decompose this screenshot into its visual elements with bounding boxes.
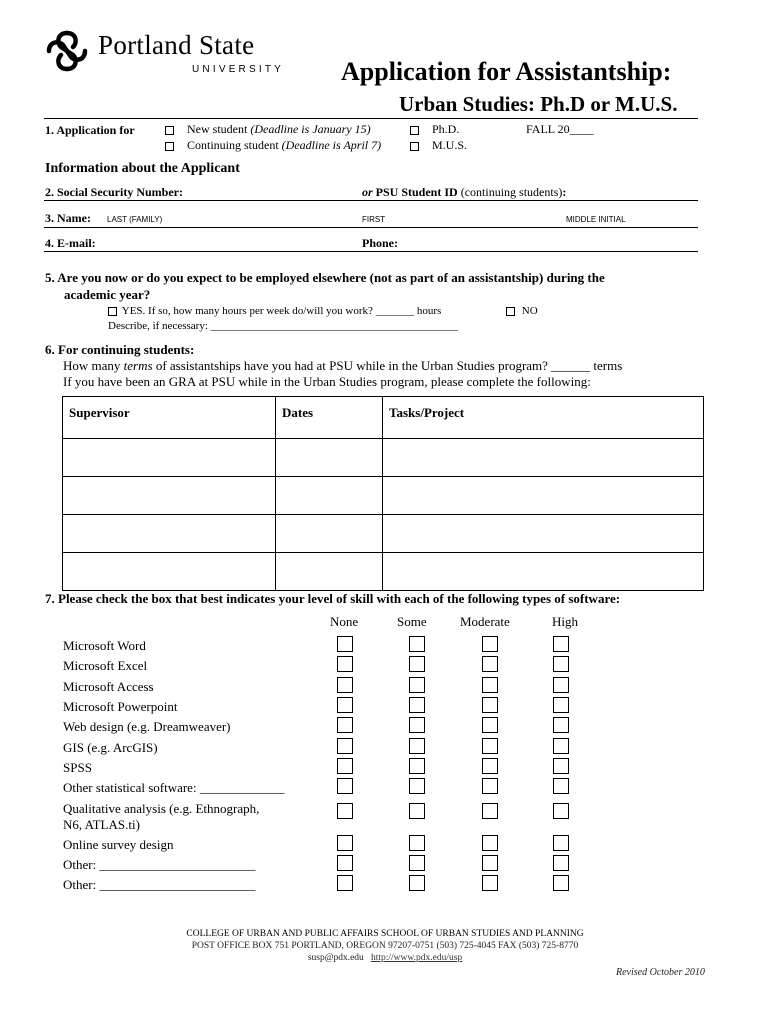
revised-date: Revised October 2010 [616,967,705,978]
software-item-label: Other statistical software: _____________ [63,780,285,795]
yes-label: YES. If so, how many hours per week do/will you work? _______ hours [121,305,442,317]
ssn-label: 2. Social Security Number: [45,185,183,199]
skill-checkbox-none[interactable] [337,758,353,774]
skill-checkbox-high[interactable] [553,835,569,851]
col-tasks: Tasks/Project [383,397,704,439]
skill-checkbox-none[interactable] [337,778,353,794]
psu-logo-icon [44,28,90,74]
name-line[interactable] [44,227,698,228]
table-cell[interactable] [383,477,704,515]
name-label: 3. Name: [45,211,91,225]
yes-checkbox[interactable] [108,307,117,316]
skill-checkbox-some[interactable] [409,677,425,693]
q6-line2: If you have been an GRA at PSU while in the Urban Studies program, please complete the following: [63,374,591,389]
cont-deadline: (Deadline is April 7) [281,138,382,152]
q5-question: 5. Are you now or do you expect to be employed elsewhere (not as part of an assistantship) during the [45,270,605,285]
skill-checkbox-moderate[interactable] [482,855,498,871]
skill-checkbox-none[interactable] [337,803,353,819]
table-cell[interactable] [276,515,383,553]
skill-checkbox-moderate[interactable] [482,835,498,851]
skill-checkbox-moderate[interactable] [482,875,498,891]
psu-id-cont: (continuing students) [457,185,563,199]
software-item-label: GIS (e.g. ArcGIS) [63,740,158,755]
skill-checkbox-moderate[interactable] [482,778,498,794]
skill-checkbox-moderate[interactable] [482,636,498,652]
fall-year-field[interactable]: FALL 20____ [526,122,594,136]
new-student-option[interactable] [165,122,371,137]
skill-checkbox-high[interactable] [553,697,569,713]
skill-checkbox-moderate[interactable] [482,677,498,693]
new-student-checkbox[interactable] [165,126,174,135]
new-deadline: (Deadline is January 15) [250,122,371,136]
mus-label: M.U.S. [432,138,468,152]
email-line[interactable] [44,251,698,252]
software-item-label: Microsoft Excel [63,658,148,673]
skill-checkbox-none[interactable] [337,855,353,871]
software-item-label: Web design (e.g. Dreamweaver) [63,719,231,734]
skill-checkbox-moderate[interactable] [482,656,498,672]
page-title: Application for Assistantship: [341,57,672,86]
table-cell[interactable] [63,553,276,591]
table-row [63,477,704,515]
skill-checkbox-moderate[interactable] [482,803,498,819]
table-cell[interactable] [63,515,276,553]
skill-checkbox-none[interactable] [337,875,353,891]
continuing-student-option[interactable] [165,138,381,153]
software-item-label: Microsoft Word [63,638,146,653]
skill-checkbox-some[interactable] [409,803,425,819]
skill-checkbox-some[interactable] [409,717,425,733]
psu-id-text: PSU Student ID [372,185,458,199]
skill-checkbox-moderate[interactable] [482,738,498,754]
skill-checkbox-high[interactable] [553,636,569,652]
phd-checkbox[interactable] [410,126,419,135]
gra-table [62,396,704,591]
footer-email[interactable]: susp@pdx.edu [307,953,364,963]
email-label: 4. E-mail: [45,236,96,250]
table-cell[interactable] [383,439,704,477]
ssn-line[interactable] [44,200,698,201]
skill-checkbox-high[interactable] [553,855,569,871]
psu-id-colon: : [562,185,567,199]
logo-sub: UNIVERSITY [192,64,285,75]
table-cell[interactable] [276,553,383,591]
software-item-label: Microsoft Powerpoint [63,699,178,714]
table-cell[interactable] [276,439,383,477]
info-heading: Information about the Applicant [45,161,240,176]
no-checkbox[interactable] [506,307,515,316]
table-row [63,553,704,591]
phd-option[interactable] [410,122,459,137]
table-cell[interactable] [383,515,704,553]
table-cell[interactable] [63,439,276,477]
footer-line3 [0,953,770,963]
new-student-label: New student [187,122,251,136]
level-some: Some [397,614,427,629]
middle-initial-label: MIDDLE INITIAL [566,215,626,224]
software-item-label: Other: ________________________ [63,877,256,892]
software-item-label: Microsoft Access [63,679,154,694]
mus-option[interactable] [410,138,467,153]
q7-heading: 7. Please check the box that best indicates your level of skill with each of the following types of software: [45,591,621,606]
page-subtitle: Urban Studies: Ph.D or M.U.S. [399,92,678,116]
header-rule [44,118,698,119]
skill-checkbox-none[interactable] [337,835,353,851]
last-name-label: LAST (FAMILY) [107,215,163,224]
describe-field[interactable]: Describe, if necessary: _____________________________________________ [108,320,459,332]
q5-question-cont: academic year? [64,287,151,302]
skill-checkbox-moderate[interactable] [482,697,498,713]
skill-checkbox-moderate[interactable] [482,717,498,733]
phone-label: Phone: [362,236,398,250]
continuing-student-checkbox[interactable] [165,142,174,151]
footer-line2: POST OFFICE BOX 751 PORTLAND, OREGON 97207-0751 (503) 725-4045 FAX (503) 725-8770 [191,941,579,951]
psu-id-or: or [362,185,373,199]
software-item-label: Other: ________________________ [63,857,256,872]
skill-checkbox-some[interactable] [409,738,425,754]
skill-checkbox-some[interactable] [409,636,425,652]
software-item-label: Online survey design [63,837,174,852]
skill-checkbox-high[interactable] [553,758,569,774]
table-cell[interactable] [276,477,383,515]
skill-checkbox-some[interactable] [409,778,425,794]
yes-option[interactable] [108,305,441,317]
phd-label: Ph.D. [432,122,460,136]
psu-id-label [362,185,566,200]
no-label: NO [521,305,538,317]
skill-checkbox-none[interactable] [337,636,353,652]
mus-checkbox[interactable] [410,142,419,151]
level-high: High [552,614,578,629]
q1-label: 1. Application for [45,123,135,137]
skill-checkbox-some[interactable] [409,835,425,851]
table-cell[interactable] [383,553,704,591]
skill-checkbox-some[interactable] [409,875,425,891]
skill-checkbox-high[interactable] [553,738,569,754]
q6-line1 [63,358,622,374]
skill-checkbox-none[interactable] [337,677,353,693]
skill-checkbox-some[interactable] [409,656,425,672]
skill-checkbox-none[interactable] [337,717,353,733]
col-dates: Dates [276,397,383,439]
skill-checkbox-some[interactable] [409,855,425,871]
software-item-label: SPSS [63,760,92,775]
skill-checkbox-high[interactable] [553,778,569,794]
logo-name: Portland State [98,30,255,60]
q6-heading: 6. For continuing students: [45,342,195,357]
gra-header-row [63,397,704,439]
q6-line1-a: How many [63,358,124,373]
skill-checkbox-high[interactable] [553,717,569,733]
level-none: None [330,614,359,629]
skill-checkbox-none[interactable] [337,656,353,672]
level-moderate: Moderate [460,614,510,629]
table-row [63,439,704,477]
footer-url-link[interactable]: http://www.pdx.edu/usp [370,953,463,963]
table-cell[interactable] [63,477,276,515]
q6-line1-b: terms [123,358,153,373]
no-option[interactable] [506,305,538,317]
skill-checkbox-some[interactable] [409,758,425,774]
col-supervisor: Supervisor [63,397,276,439]
skill-checkbox-high[interactable] [553,677,569,693]
first-name-label: FIRST [362,215,386,224]
footer-line1: COLLEGE OF URBAN AND PUBLIC AFFAIRS SCHOOL OF URBAN STUDIES AND PLANNING [186,929,584,939]
skill-checkbox-some[interactable] [409,697,425,713]
skill-checkbox-high[interactable] [553,656,569,672]
skill-checkbox-high[interactable] [553,875,569,891]
skill-checkbox-none[interactable] [337,697,353,713]
q6-line1-c: of assistantships have you had at PSU while in the Urban Studies program? ______ terms [152,358,623,373]
skill-checkbox-none[interactable] [337,738,353,754]
software-item-label: N6, ATLAS.ti) [63,817,140,832]
continuing-label: Continuing student [187,138,282,152]
skill-checkbox-high[interactable] [553,803,569,819]
software-item-label: Qualitative analysis (e.g. Ethnograph, [63,801,260,816]
table-row [63,515,704,553]
skill-checkbox-moderate[interactable] [482,758,498,774]
